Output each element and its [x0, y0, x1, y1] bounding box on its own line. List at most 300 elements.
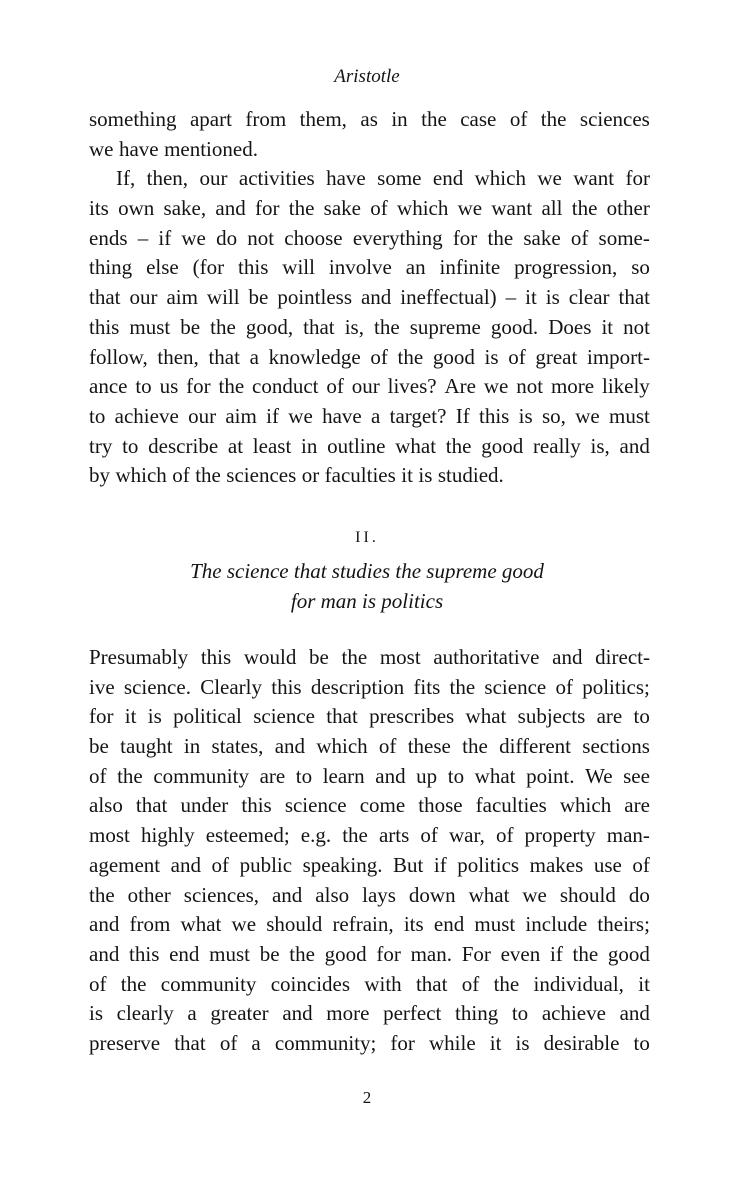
word: the	[374, 314, 400, 339]
word: –	[505, 285, 517, 310]
section-number: II.	[355, 529, 379, 546]
word: we	[575, 403, 600, 428]
word: not	[247, 225, 275, 250]
word: should	[559, 882, 616, 907]
word: what	[395, 433, 437, 458]
word: some-	[598, 225, 650, 250]
word: those	[418, 793, 463, 818]
text-line	[89, 194, 650, 224]
word: this	[271, 674, 302, 699]
word: try	[89, 433, 113, 458]
word: all	[541, 196, 563, 221]
word: is	[147, 704, 162, 729]
word: speaking.	[302, 852, 383, 877]
word: taught	[120, 734, 173, 759]
word: this	[238, 255, 269, 280]
word: point.	[526, 763, 575, 788]
word: we	[522, 882, 547, 907]
word: thing	[89, 255, 133, 280]
word: of	[461, 971, 480, 996]
word: description	[310, 674, 405, 699]
word: ends	[89, 225, 128, 250]
word: and	[375, 763, 406, 788]
word: prescribes	[369, 704, 455, 729]
word: highly	[140, 823, 195, 848]
word: it	[638, 971, 650, 996]
word: individual,	[533, 971, 624, 996]
word: an	[405, 255, 426, 280]
word: of	[508, 344, 526, 369]
word: of	[555, 674, 573, 699]
word: us	[159, 374, 179, 399]
word: refrain,	[332, 912, 394, 937]
text-line	[89, 673, 650, 703]
word: progression,	[514, 255, 618, 280]
word: include	[525, 912, 588, 937]
word: that	[618, 285, 650, 310]
word: aim	[166, 285, 198, 310]
word: what	[468, 882, 510, 907]
word: lives?	[387, 374, 437, 399]
word: by	[89, 463, 110, 488]
section-title	[0, 556, 734, 616]
word: property	[524, 823, 596, 848]
text-line	[89, 999, 650, 1029]
word: this	[479, 403, 510, 428]
text-line	[89, 940, 650, 970]
word: the	[341, 645, 368, 669]
text-block-top	[89, 105, 650, 491]
word: what	[474, 763, 516, 788]
word: studied.	[437, 463, 504, 488]
text-line	[89, 343, 650, 373]
word: if	[158, 225, 172, 250]
section-title-line: The science that studies the supreme good	[190, 559, 544, 583]
word: in	[301, 433, 318, 458]
word: everything	[352, 225, 443, 250]
word: would	[243, 645, 297, 669]
word: and	[89, 912, 120, 937]
word: for	[376, 941, 401, 966]
word: for	[625, 166, 650, 191]
word: up	[416, 763, 438, 788]
word: are	[596, 704, 623, 729]
word: for	[89, 704, 114, 729]
text-line	[89, 164, 650, 194]
word: other	[127, 882, 171, 907]
word: of	[370, 196, 388, 221]
word: sciences	[579, 107, 650, 131]
word: ive	[89, 674, 115, 699]
word: at	[227, 433, 244, 458]
word: a	[249, 344, 259, 369]
word: target?	[389, 403, 447, 428]
word: subjects	[517, 704, 586, 729]
word: be	[89, 734, 109, 759]
word: good	[607, 941, 650, 966]
word: end	[169, 941, 200, 966]
word: also	[315, 882, 350, 907]
word: of	[172, 463, 190, 488]
word: more	[550, 374, 595, 399]
word: with	[364, 971, 402, 996]
word: this	[129, 941, 160, 966]
word: But	[393, 852, 424, 877]
word: of	[326, 374, 344, 399]
word: a	[251, 1030, 261, 1055]
word: down	[408, 882, 456, 907]
word: should	[266, 912, 323, 937]
word: must	[608, 403, 650, 428]
word: if	[266, 403, 279, 428]
word: public	[239, 852, 293, 877]
word: really	[532, 433, 581, 458]
text-line	[89, 821, 650, 851]
text-line	[89, 910, 650, 940]
word: want	[491, 196, 533, 221]
word: else	[146, 255, 179, 280]
word: we	[537, 166, 562, 191]
word: must	[129, 314, 171, 339]
word: it	[401, 463, 413, 488]
word: end	[432, 166, 464, 191]
text-line	[89, 643, 650, 673]
word: our	[199, 166, 228, 191]
word: be	[180, 314, 201, 339]
word: good	[481, 433, 524, 458]
word: science.	[123, 674, 191, 699]
word: is,	[590, 433, 610, 458]
word: more	[326, 1001, 370, 1026]
word: for	[390, 1030, 415, 1055]
word: good,	[245, 314, 294, 339]
text-line	[89, 1029, 650, 1059]
word: be	[309, 645, 329, 669]
word: is,	[344, 314, 364, 339]
word: activities	[238, 166, 315, 191]
word: most	[379, 645, 421, 669]
word: have	[322, 403, 362, 428]
word: be	[248, 285, 269, 310]
word: from	[245, 107, 287, 131]
word: Presumably	[89, 645, 189, 669]
word: this	[200, 645, 232, 669]
word: theirs;	[597, 912, 650, 937]
word: that	[303, 314, 335, 339]
word: we	[457, 196, 483, 221]
word: them,	[299, 107, 347, 131]
word: do	[216, 225, 238, 250]
word: the	[117, 763, 143, 788]
word: not	[516, 374, 544, 399]
word: science	[284, 793, 347, 818]
word: of	[219, 1030, 238, 1055]
word: see	[623, 763, 650, 788]
word: clearly	[116, 1001, 174, 1026]
word: and	[274, 734, 306, 759]
word: arts	[378, 823, 410, 848]
text-line	[89, 851, 650, 881]
word: which	[397, 196, 449, 221]
word: the	[540, 107, 567, 131]
text-line	[89, 313, 650, 343]
word: a	[187, 1001, 197, 1026]
word: to	[295, 763, 313, 788]
word: sake,	[163, 196, 207, 221]
page-number: 2	[362, 1088, 372, 1107]
word: to	[633, 704, 650, 729]
word: pointless	[277, 285, 353, 310]
word: sciences	[226, 463, 297, 488]
text-line	[89, 970, 650, 1000]
word: For	[461, 941, 491, 966]
word: achieve	[541, 1001, 606, 1026]
word: choose	[284, 225, 343, 250]
word: likely	[601, 374, 650, 399]
word: infinite	[439, 255, 501, 280]
text-line	[89, 402, 650, 432]
word: the	[342, 823, 368, 848]
word: must	[209, 941, 250, 966]
word: Are	[444, 374, 476, 399]
word: then,	[157, 344, 199, 369]
word: knowledge	[268, 344, 361, 369]
word: which	[316, 734, 368, 759]
word: and	[619, 433, 650, 458]
word: If,	[116, 166, 136, 191]
word: its	[403, 912, 424, 937]
word: to	[633, 1030, 650, 1055]
text-line	[89, 283, 650, 313]
word: from	[129, 912, 171, 937]
word: preserve	[89, 1030, 161, 1055]
word: something	[89, 107, 177, 131]
word: we	[483, 374, 509, 399]
word: Does	[548, 314, 592, 339]
word: it	[525, 285, 537, 310]
word: (for	[192, 255, 225, 280]
text-line	[89, 372, 650, 402]
word: community	[153, 763, 249, 788]
word: and	[552, 645, 583, 669]
word: will	[282, 255, 315, 280]
word: that	[174, 1030, 206, 1055]
word: least	[252, 433, 292, 458]
word: are	[624, 793, 650, 818]
word: other	[606, 196, 650, 221]
word: if	[433, 852, 447, 877]
word: want	[573, 166, 615, 191]
word: have	[118, 136, 159, 161]
word: the	[449, 674, 476, 699]
word: to	[511, 1001, 529, 1026]
word: science	[484, 674, 547, 699]
word: so	[631, 255, 650, 280]
word: great	[535, 344, 578, 369]
word: If	[455, 403, 470, 428]
word: be	[259, 941, 280, 966]
word: we	[231, 912, 257, 937]
section-title-line: for man is politics	[290, 589, 444, 613]
word: if	[549, 941, 563, 966]
word: e.g.	[300, 823, 332, 848]
word: we	[288, 403, 313, 428]
word: good.	[490, 314, 539, 339]
word: of	[378, 734, 397, 759]
word: will	[206, 285, 240, 310]
word: and	[170, 852, 201, 877]
word: which	[474, 166, 526, 191]
word: the	[89, 882, 115, 907]
word: end	[433, 912, 465, 937]
word: to	[89, 403, 106, 428]
word: Clearly	[200, 674, 263, 699]
word: our	[129, 285, 158, 310]
word: is	[518, 403, 533, 428]
word: that	[415, 971, 448, 996]
text-line	[89, 135, 650, 165]
word: the	[218, 374, 245, 399]
word: even	[500, 941, 541, 966]
word: a	[371, 403, 381, 428]
word: of	[89, 763, 107, 788]
word: sake	[323, 196, 361, 221]
text-line	[89, 702, 650, 732]
text-line	[89, 791, 650, 821]
word: our	[188, 403, 217, 428]
word: lays	[362, 882, 396, 907]
word: and	[271, 882, 303, 907]
word: aim	[225, 403, 257, 428]
text-line	[89, 461, 650, 491]
word: conduct	[252, 374, 319, 399]
word: the	[572, 941, 599, 966]
word: this	[89, 314, 120, 339]
word: is	[89, 1001, 104, 1026]
word: of	[89, 971, 107, 996]
word: use	[593, 852, 622, 877]
word: good	[324, 941, 367, 966]
running-head: Aristotle	[334, 66, 400, 87]
word: most	[89, 823, 130, 848]
word: of	[420, 823, 438, 848]
word: sciences,	[183, 882, 259, 907]
text-line	[89, 881, 650, 911]
word: describe	[148, 433, 219, 458]
word: what	[465, 704, 507, 729]
word: the	[421, 107, 447, 131]
word: direct-	[595, 645, 650, 669]
word: and	[215, 196, 246, 221]
word: for	[452, 225, 478, 250]
word: makes	[529, 852, 584, 877]
word: and	[360, 285, 392, 310]
word: and	[282, 1001, 313, 1026]
word: apart	[189, 107, 232, 131]
word: not	[623, 314, 650, 339]
word: case	[460, 107, 497, 131]
word: community	[160, 971, 257, 996]
word: our	[351, 374, 380, 399]
word: politics;	[582, 674, 650, 699]
word: different	[499, 734, 571, 759]
word: clear	[568, 285, 610, 310]
word: involve	[328, 255, 392, 280]
word: that	[208, 344, 240, 369]
word: perfect	[383, 1001, 442, 1026]
word: is	[515, 1030, 530, 1055]
word: of	[211, 852, 230, 877]
word: sections	[582, 734, 650, 759]
word: We	[585, 763, 613, 788]
word: is	[545, 285, 560, 310]
word: to	[447, 763, 465, 788]
word: are	[259, 763, 286, 788]
word: politics	[457, 852, 520, 877]
word: it	[124, 704, 137, 729]
word: sake	[523, 225, 561, 250]
word: for	[254, 196, 280, 221]
word: man-	[606, 823, 650, 848]
word: of	[632, 852, 650, 877]
word: is	[484, 344, 499, 369]
word: the	[571, 196, 598, 221]
word: what	[180, 912, 222, 937]
word: and	[619, 1001, 650, 1026]
word: to	[122, 433, 139, 458]
word: esteemed;	[205, 823, 290, 848]
word: fits	[413, 674, 441, 699]
word: the	[120, 971, 147, 996]
word: it	[489, 1030, 502, 1055]
word: in	[391, 107, 408, 131]
word: the	[397, 344, 424, 369]
word: community;	[274, 1030, 377, 1055]
text-line	[89, 253, 650, 283]
word: the	[288, 196, 315, 221]
word: faculties	[324, 463, 396, 488]
word: science	[253, 704, 315, 729]
word: the	[462, 734, 488, 759]
text-line	[89, 432, 650, 462]
word: of	[495, 823, 514, 848]
word: import-	[586, 344, 650, 369]
word: the	[195, 463, 221, 488]
text-line	[89, 762, 650, 792]
word: which	[115, 463, 167, 488]
word: own	[118, 196, 155, 221]
word: is	[418, 463, 433, 488]
word: good	[432, 344, 475, 369]
text-line	[89, 105, 650, 135]
word: authoritative	[433, 645, 540, 669]
word: have	[326, 166, 366, 191]
word: in	[183, 734, 201, 759]
word: as	[360, 107, 378, 131]
word: do	[628, 882, 650, 907]
word: achieve	[114, 403, 179, 428]
word: –	[137, 225, 149, 250]
text-line	[89, 224, 650, 254]
word: man.	[410, 941, 452, 966]
word: for	[186, 374, 211, 399]
text-line	[89, 732, 650, 762]
word: then,	[146, 166, 189, 191]
word: that	[135, 793, 168, 818]
word: follow,	[89, 344, 148, 369]
word: ineffectual)	[400, 285, 497, 310]
word: states,	[211, 734, 264, 759]
